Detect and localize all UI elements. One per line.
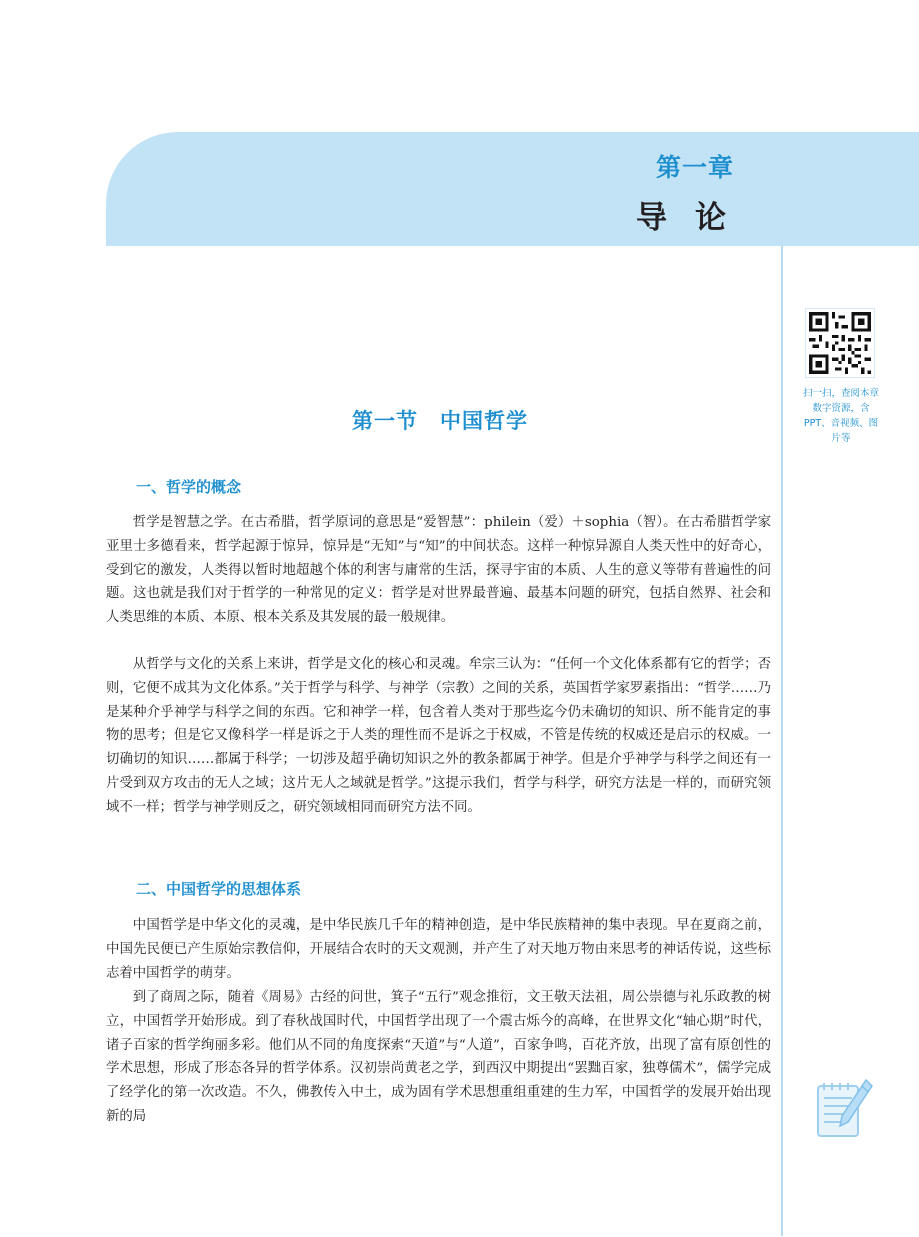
paragraph: 从哲学与文化的关系上来讲，哲学是文化的核心和灵魂。牟宗三认为：“任何一个文化体系都有它的哲学；否则，它便不成其为文化体系。”关于哲学与科学、与神学（宗教）之间的关系，英国哲学家罗素指出：“哲学……乃是某种介乎神学与科学之间的东西。它和神学一样，包含着人类对于那些迄今仍未确切的知识、所不能肯定的事物的思考；但是它又像科学一样是诉之于人类的理性而不是诉之于权威，不管是传统的权威还是启示的权威。一切确切的知识……都属于科学；一切涉及超乎确切知识之外的教条都属于神学。但是介乎神学与科学之间还有一片受到双方攻击的无人之域；这片无人之域就是哲学。”这提示我们，哲学与科学，研究方法是一样的，而研究领域不一样；哲学与神学则反之，研究领域相同而研究方法不同。 — [106, 657, 771, 815]
subsection-heading: 二、中国哲学的思想体系 — [136, 880, 302, 898]
notepad-pencil-icon — [812, 1076, 876, 1142]
paragraph: 哲学是智慧之学。在古希腊，哲学原词的意思是“爱智慧”：philein（爱）＋sophia（智）。在古希腊哲学家亚里士多德看来，哲学起源于惊异，惊异是“无知”与“知”的中间状态。这样一种惊异源自人类天性中的好奇心，受到它的激发，人类得以暂时地超越个体的利害与庸常的生活，探寻宇宙的本质、人生的意义等带有普遍性的问题。这也就是我们对于哲学的一种常见的定义：哲学是对世界最普遍、最基本问题的研究，包括自然界、社会和人类思维的本质、本原、根本关系及其发展的最一般规律。 — [106, 515, 771, 626]
chapter-label: 第一章 — [655, 153, 734, 182]
section-title: 第一节 中国哲学 — [352, 408, 528, 433]
chapter-title: 导论 — [636, 200, 754, 236]
subsection-heading: 一、哲学的概念 — [136, 478, 242, 496]
qr-code-icon[interactable] — [805, 308, 875, 378]
paragraph: 到了商周之际，随着《周易》古经的问世，箕子“五行”观念推衍，文王敬天法祖，周公崇德与礼乐政教的树立，中国哲学开始形成。到了春秋战国时代，中国哲学出现了一个震古烁今的高峰，在世界文化“轴心期”时代，诸子百家的哲学绚丽多彩。他们从不同的角度探索“天道”与“人道”，百家争鸣，百花齐放，出现了富有原创性的学术思想，形成了形态各异的哲学体系。汉初崇尚黄老之学，到西汉中期提出“罢黜百家，独尊儒术”，儒学完成了经学化的第一次改造。不久，佛教传入中土，成为固有学术思想重组重建的生力军，中国哲学的发展开始出现新的局 — [106, 990, 771, 1124]
qr-caption: 扫一扫，查阅本章数字资源，含PPT、音视频、图片等 — [802, 388, 879, 444]
paragraph: 中国哲学是中华文化的灵魂，是中华民族几千年的精神创造，是中华民族精神的集中表现。早在夏商之前，中国先民便已产生原始宗教信仰，开展结合农时的天文观测，并产生了对天地万物由来思考的神话传说，这些标志着中国哲学的萌芽。 — [106, 918, 771, 981]
margin-rule — [781, 246, 783, 1236]
chapter-banner — [106, 132, 919, 246]
